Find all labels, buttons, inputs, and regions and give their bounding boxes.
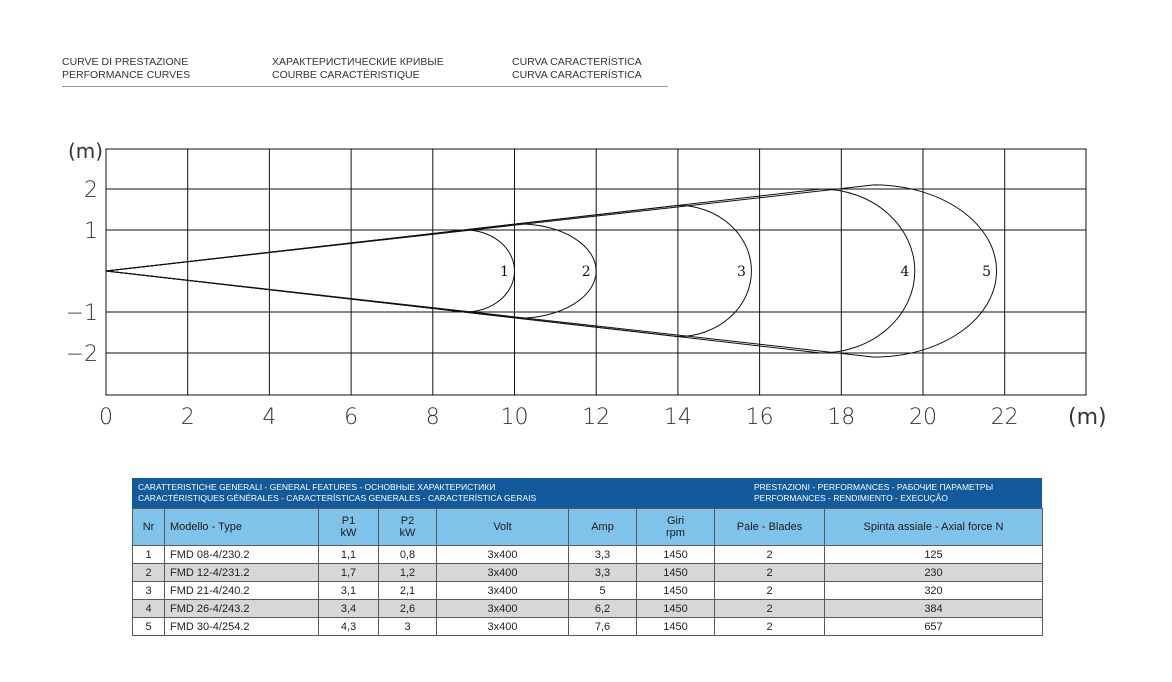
x-tick-label: 18 bbox=[827, 405, 856, 430]
chart-marks bbox=[106, 185, 997, 357]
x-tick-label: 16 bbox=[745, 405, 774, 430]
table-row bbox=[133, 582, 1043, 600]
table-cell: 3 bbox=[133, 582, 165, 600]
table-row bbox=[133, 546, 1043, 564]
table-cell: FMD 26-4/243.2 bbox=[165, 600, 319, 618]
header-text: Giri bbox=[666, 515, 685, 527]
table-header-cell bbox=[319, 509, 379, 546]
table-header-cell bbox=[379, 509, 437, 546]
y-axis-label: (m) bbox=[68, 139, 104, 163]
y-tick-label: 2 bbox=[84, 178, 98, 203]
table-cell: 2,6 bbox=[379, 600, 437, 618]
header-text: P1 bbox=[341, 515, 356, 527]
table-cell: 3,3 bbox=[569, 564, 637, 582]
table-cell: FMD 30-4/254.2 bbox=[165, 618, 319, 636]
table-cell: 2 bbox=[715, 600, 825, 618]
table-cell: 5 bbox=[569, 582, 637, 600]
x-tick-label: 0 bbox=[99, 405, 113, 430]
x-tick-label: 14 bbox=[663, 405, 692, 430]
table-cell: 1450 bbox=[637, 582, 715, 600]
banner-general-features: CARATTERISTICHE GENERALI - GENERAL FEATURES - ОСНОВНЫЕ ХАРАКТЕРИСТИКИ CARACTÉRISTIQUES GÉNÉRALES - CARACTERÍSTICAS GENERALES - CARACTERÍSTICA GERAIS bbox=[138, 482, 537, 503]
table-cell: 4,3 bbox=[319, 618, 379, 636]
curve-label-3: 3 bbox=[736, 264, 746, 280]
y-tick-label: −2 bbox=[65, 342, 98, 367]
throw-curve-5 bbox=[106, 185, 997, 357]
table-row bbox=[133, 564, 1043, 582]
banner-performances: PRESTAZIONI - PERFORMANCES - РАБОЧИЕ ПАРАМЕТРЫ PERFORMANCES - RENDIMIENTO - EXECUÇÃO bbox=[754, 482, 994, 503]
table-cell: 1,7 bbox=[319, 564, 379, 582]
table-cell: 2,1 bbox=[379, 582, 437, 600]
header-title-it: CURVE DI PRESTAZIONE bbox=[62, 56, 189, 68]
x-tick-label: 8 bbox=[425, 405, 440, 430]
table-cell: 1450 bbox=[637, 618, 715, 636]
table-cell: 5 bbox=[133, 618, 165, 636]
header-text: P2 bbox=[400, 515, 415, 527]
table-cell: 2 bbox=[133, 564, 165, 582]
table-cell: 2 bbox=[715, 618, 825, 636]
header-title-es: CURVA CARACTERÍSTICA bbox=[512, 56, 642, 68]
features-table-container bbox=[132, 478, 1042, 636]
table-cell: 320 bbox=[825, 582, 1043, 600]
table-row bbox=[133, 618, 1043, 636]
x-tick-label: 10 bbox=[500, 405, 529, 430]
table-header-cell bbox=[569, 509, 637, 546]
header-text: Modello - Type bbox=[170, 521, 242, 533]
table-cell: 1,1 bbox=[319, 546, 379, 564]
table-cell: 125 bbox=[825, 546, 1043, 564]
x-tick-label: 22 bbox=[990, 405, 1019, 430]
table-cell: 1,2 bbox=[379, 564, 437, 582]
header-title-pt: CURVA CARACTERÍSTICA bbox=[512, 69, 642, 81]
table-cell: 1 bbox=[133, 546, 165, 564]
table-header-cell bbox=[165, 509, 319, 546]
header-text: Nr bbox=[142, 521, 155, 533]
table-cell: 3,1 bbox=[319, 582, 379, 600]
table-cell: 657 bbox=[825, 618, 1043, 636]
table-cell: 2 bbox=[715, 564, 825, 582]
table-cell: 3x400 bbox=[437, 600, 569, 618]
header-text: kW bbox=[340, 527, 357, 539]
header-title-ru: ХАРАКТЕРИСТИЧЕСКИЕ КРИВЫЕ bbox=[272, 56, 444, 68]
table-cell: 7,6 bbox=[569, 618, 637, 636]
table-banner bbox=[132, 478, 1042, 508]
table-cell: 3x400 bbox=[437, 564, 569, 582]
table-cell: 3 bbox=[379, 618, 437, 636]
curve-label-5: 5 bbox=[982, 264, 991, 280]
table-cell: 1450 bbox=[637, 564, 715, 582]
table-header-cell bbox=[825, 509, 1043, 546]
curve-label-1: 1 bbox=[500, 264, 509, 280]
header-text: Amp bbox=[591, 521, 614, 533]
curve-label-2: 2 bbox=[581, 264, 591, 280]
table-cell: 3x400 bbox=[437, 582, 569, 600]
table-cell: 3x400 bbox=[437, 546, 569, 564]
table-cell: 4 bbox=[133, 600, 165, 618]
header-title-fr: COURBE CARACTÉRISTIQUE bbox=[272, 69, 420, 81]
header-text: Volt bbox=[493, 521, 512, 533]
throw-curve-4 bbox=[106, 189, 915, 353]
table-header-cell bbox=[715, 509, 825, 546]
x-tick-label: 4 bbox=[262, 405, 277, 430]
curve-label-4: 4 bbox=[900, 264, 910, 280]
table-body bbox=[133, 546, 1043, 636]
table-cell: 6,2 bbox=[569, 600, 637, 618]
header-text: Spinta assiale - Axial force N bbox=[863, 521, 1004, 533]
table-cell: 2 bbox=[715, 582, 825, 600]
header-text: kW bbox=[399, 527, 416, 539]
table-cell: FMD 12-4/231.2 bbox=[165, 564, 319, 582]
header-text: Pale - Blades bbox=[736, 521, 803, 533]
header-text: rpm bbox=[666, 527, 685, 539]
table-row bbox=[133, 600, 1043, 618]
y-tick-label: −1 bbox=[65, 301, 98, 326]
table-cell: 230 bbox=[825, 564, 1043, 582]
table-cell: 2 bbox=[715, 546, 825, 564]
x-tick-label: 20 bbox=[909, 405, 937, 430]
throw-curve-3 bbox=[106, 205, 751, 336]
throw-curve-1 bbox=[106, 230, 515, 312]
table-cell: 3,4 bbox=[319, 600, 379, 618]
table-cell: FMD 08-4/230.2 bbox=[165, 546, 319, 564]
table-cell: 1450 bbox=[637, 546, 715, 564]
table-cell: 3x400 bbox=[437, 618, 569, 636]
table-cell: 384 bbox=[825, 600, 1043, 618]
table-header-cell bbox=[637, 509, 715, 546]
table-cell: 1450 bbox=[637, 600, 715, 618]
x-tick-label: 2 bbox=[180, 405, 195, 430]
y-tick-label: 1 bbox=[84, 219, 98, 244]
table-header-cell bbox=[437, 509, 569, 546]
x-tick-label: 6 bbox=[344, 405, 359, 430]
features-table bbox=[132, 508, 1043, 636]
table-cell: 0,8 bbox=[379, 546, 437, 564]
table-cell: FMD 21-4/240.2 bbox=[165, 582, 319, 600]
x-tick-label: 12 bbox=[582, 405, 611, 430]
table-cell: 3,3 bbox=[569, 546, 637, 564]
header-title-en: PERFORMANCE CURVES bbox=[62, 69, 191, 81]
table-header-cell bbox=[133, 509, 165, 546]
table-header-row bbox=[133, 509, 1043, 546]
x-axis-label: (m) bbox=[1068, 405, 1107, 430]
